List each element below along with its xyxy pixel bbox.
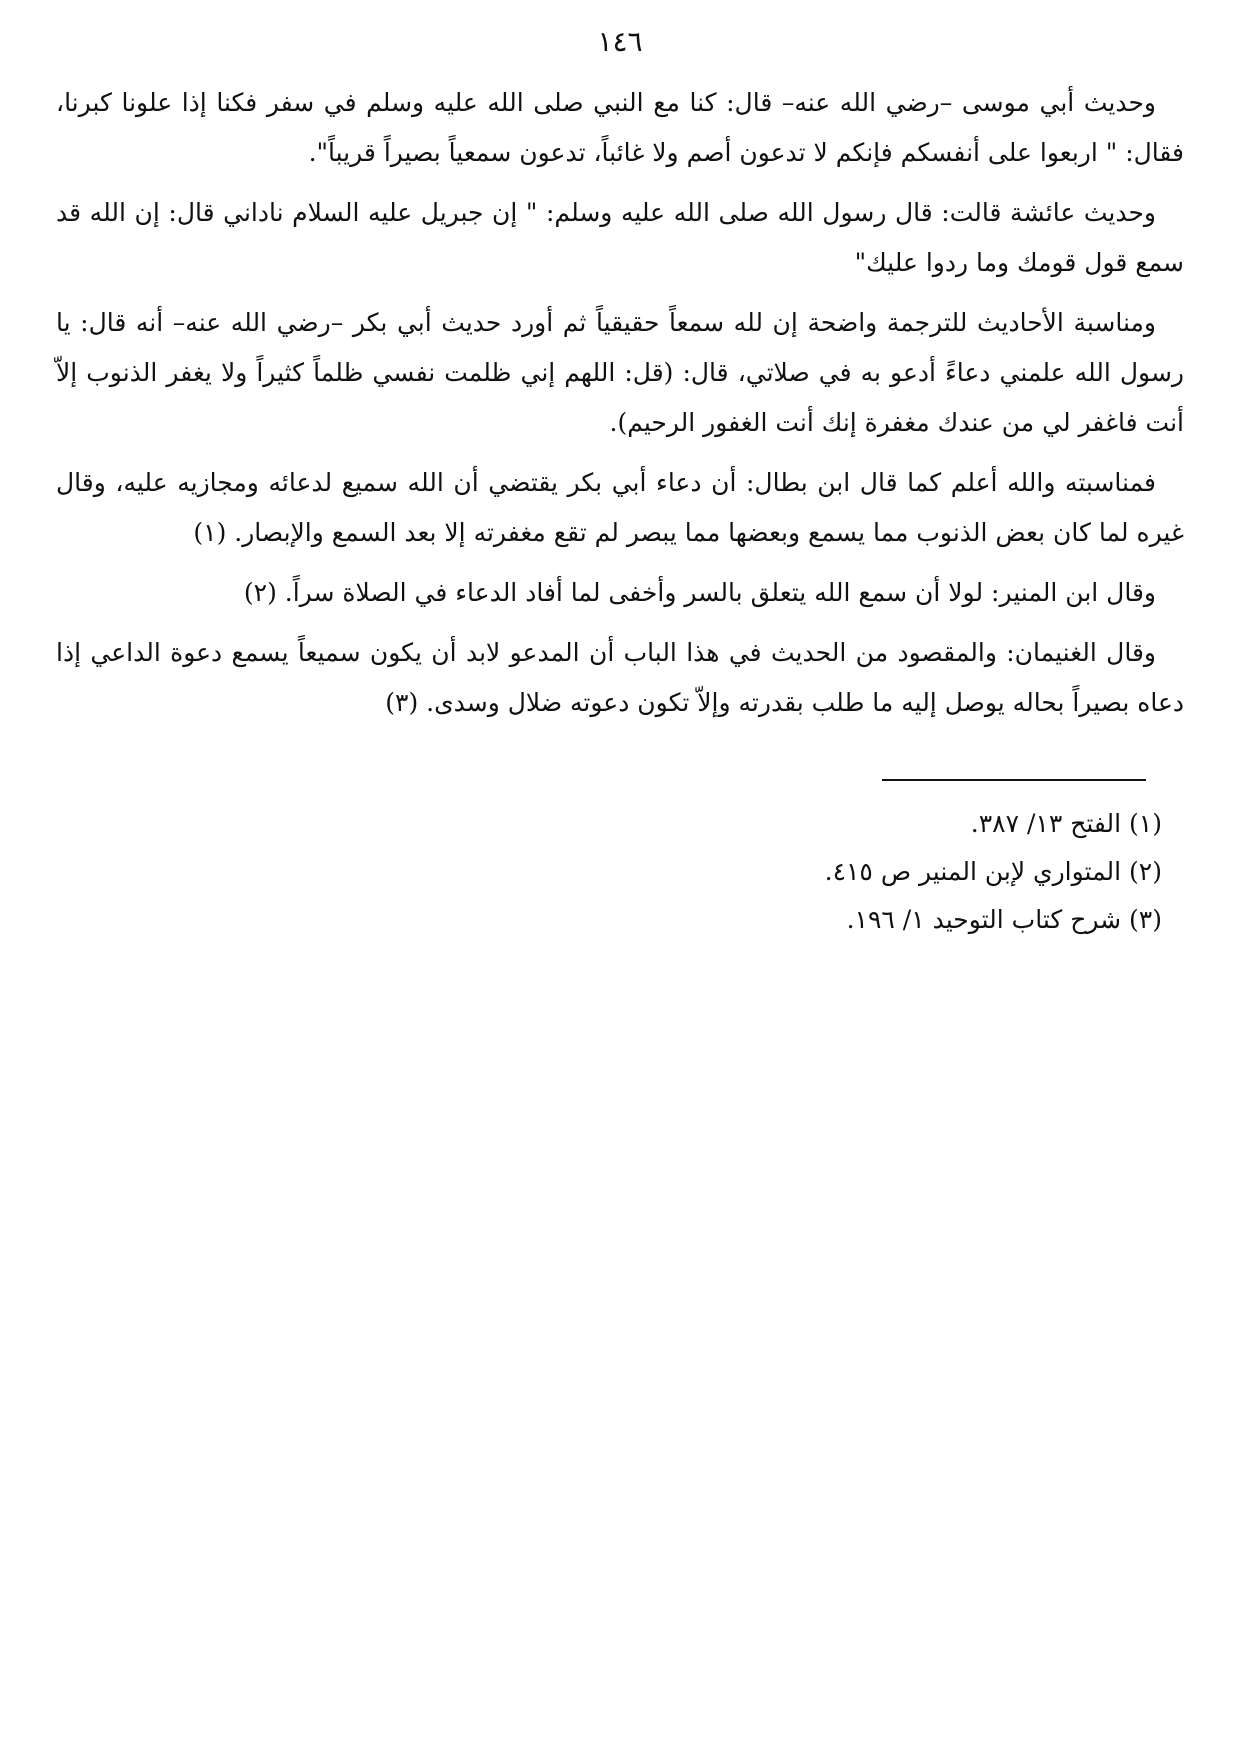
footnote-2: (٢) المتواري لإبن المنير ص ٤١٥. bbox=[824, 857, 1162, 886]
footnote-separator bbox=[882, 779, 1146, 781]
paragraph-ibn-battal: فمناسبته والله أعلم كما قال ابن بطال: أن دعاء أبي بكر يقتضي أن الله سميع لدعائه ومجازيه عليه، وقال غيره لما كان بعض الذنوب مما يسمع وبعضها مما يبصر لم تقع مغفرته إلا بعد السمع والإبصار. (١) bbox=[56, 468, 1184, 547]
paragraph-abu-musa-hadith: وحديث أبي موسى –رضي الله عنه– قال: كنا مع النبي صلى الله عليه وسلم في سفر فكنا إذا علونا كبرنا، فقال: " اربعوا على أنفسكم فإنكم لا تدعون أصم ولا غائباً، تدعون سمعياً بصيراً قريباً". bbox=[56, 88, 1184, 167]
paragraph-aisha-hadith: وحديث عائشة قالت: قال رسول الله صلى الله عليه وسلم: " إن جبريل عليه السلام ناداني قال: إن الله قد سمع قول قومك وما ردوا عليك" bbox=[56, 198, 1184, 277]
footnotes bbox=[462, 800, 1162, 944]
footnote-3: (٣) شرح كتاب التوحيد ١/ ١٩٦. bbox=[846, 905, 1162, 934]
footnote-1: (١) الفتح ١٣/ ٣٨٧. bbox=[970, 809, 1162, 838]
page-number: ١٤٦ bbox=[597, 25, 643, 58]
main-text bbox=[56, 78, 1184, 738]
paragraph-abu-bakr-hadith: ومناسبة الأحاديث للترجمة واضحة إن لله سمعاً حقيقياً ثم أورد حديث أبي بكر –رضي الله عنه– أنه قال: يا رسول الله علمني دعاءً أدعو به في صلاتي، قال: (قل: اللهم إني ظلمت نفسي ظلماً كثيراً ولا يغفر الذنوب إلاّ أنت فاغفر لي من عندك مغفرة إنك أنت الغفور الرحيم). bbox=[56, 308, 1184, 437]
paragraph-ibn-al-munayyir: وقال ابن المنير: لولا أن سمع الله يتعلق بالسر وأخفى لما أفاد الدعاء في الصلاة سراً. (٢) bbox=[243, 578, 1156, 607]
paragraph-al-ghunayman: وقال الغنيمان: والمقصود من الحديث في هذا الباب أن المدعو لابد أن يكون سميعاً يسمع دعوة الداعي إذا دعاه بصيراً بحاله يوصل إليه ما طلب بقدرته وإلاّ تكون دعوته ضلال وسدى. (٣) bbox=[56, 638, 1184, 717]
